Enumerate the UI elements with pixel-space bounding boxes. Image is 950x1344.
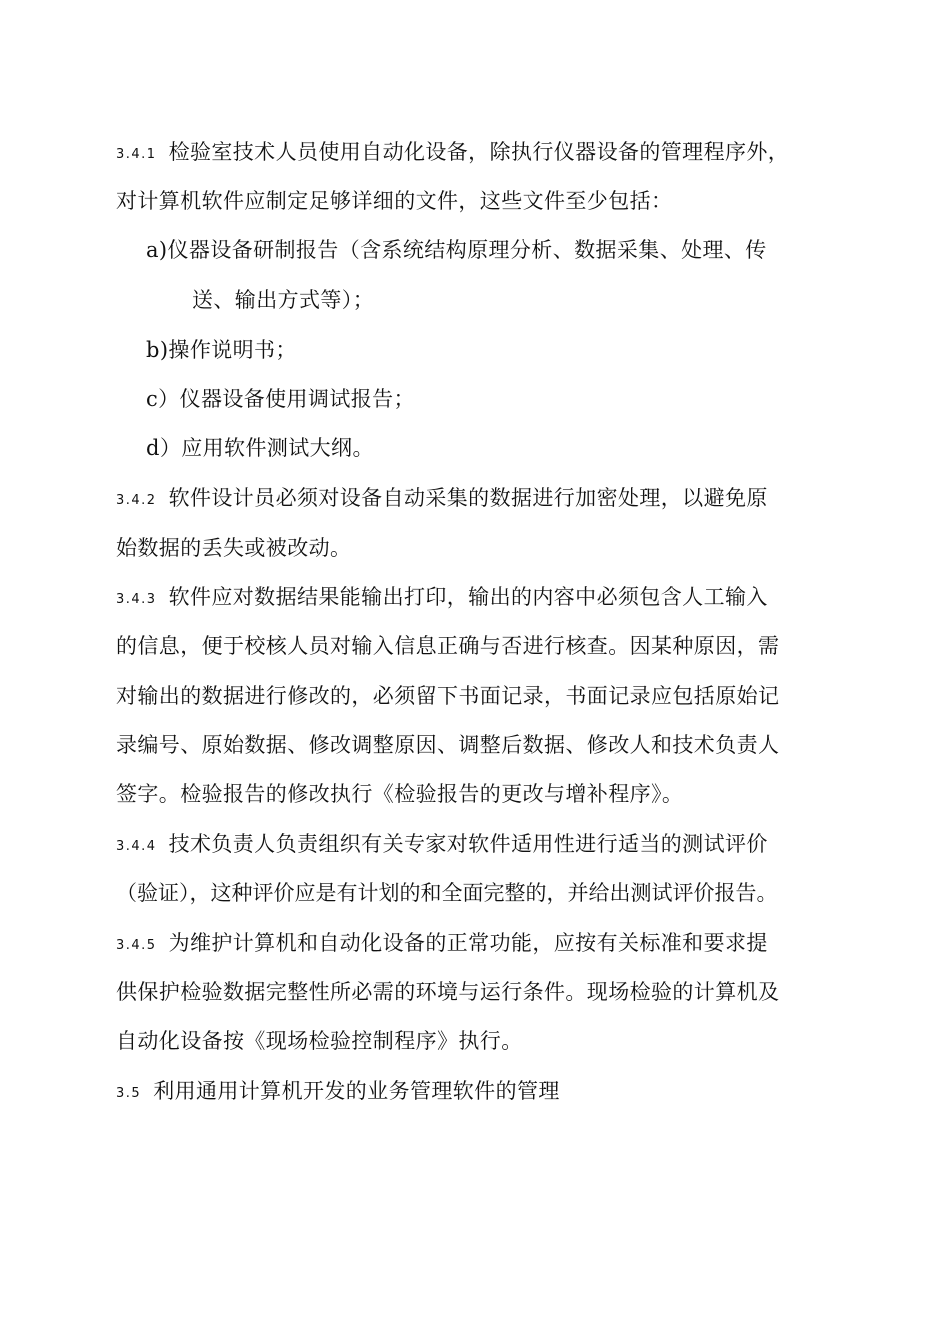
paragraph-3-4-1-line-2: 对计算机软件应制定足够详细的文件，这些文件至少包括： (116, 189, 673, 213)
section-number-3-4-2: 3.4.2 (116, 493, 157, 508)
section-title: 利用通用计算机开发的业务管理软件的管理 (153, 1079, 560, 1103)
paragraph-3-4-4-line-1 (116, 830, 768, 861)
list-item-a-line-2: 送、输出方式等）； (192, 288, 375, 312)
section-number-3-5: 3.5 (116, 1086, 142, 1101)
paragraph-text: 软件应对数据结果能输出打印，输出的内容中必须包含人工输入 (168, 585, 768, 609)
paragraph-3-4-1-line-1 (116, 138, 789, 169)
paragraph-text: 技术负责人负责组织有关专家对软件适用性进行适当的测试评价 (168, 832, 768, 856)
paragraph-3-4-3-line-1 (116, 583, 768, 614)
section-number-3-4-5: 3.4.5 (116, 938, 157, 953)
list-item-b: b)操作说明书； (146, 338, 297, 362)
paragraph-text: 软件设计员必须对设备自动采集的数据进行加密处理，以避免原 (168, 486, 768, 510)
list-item-a-line-1: a)仪器设备研制报告（含系统结构原理分析、数据采集、处理、传 (146, 238, 767, 262)
paragraph-3-4-5-line-2: 供保护检验数据完整性所必需的环境与运行条件。现场检验的计算机及 (116, 980, 780, 1004)
list-item-c: c）仪器设备使用调试报告； (146, 387, 415, 411)
section-number-3-4-3: 3.4.3 (116, 592, 157, 607)
paragraph-text: 检验室技术人员使用自动化设备，除执行仪器设备的管理程序外， (168, 140, 790, 164)
paragraph-3-4-3-line-4: 录编号、原始数据、修改调整原因、调整后数据、修改人和技术负责人 (116, 733, 780, 757)
section-number-3-4-1: 3.4.1 (116, 147, 157, 162)
paragraph-3-4-3-line-2: 的信息，便于校核人员对输入信息正确与否进行核查。因某种原因，需 (116, 634, 780, 658)
paragraph-3-4-4-line-2: （验证），这种评价应是有计划的和全面完整的，并给出测试评价报告。 (116, 881, 778, 905)
section-heading-3-5 (116, 1077, 560, 1108)
paragraph-3-4-2-line-1 (116, 484, 768, 515)
paragraph-3-4-3-line-3: 对输出的数据进行修改的，必须留下书面记录，书面记录应包括原始记 (116, 684, 780, 708)
list-item-d: d）应用软件测试大纲。 (146, 436, 374, 460)
paragraph-3-4-5-line-1 (116, 929, 768, 960)
paragraph-3-4-2-line-2: 始数据的丢失或被改动。 (116, 536, 352, 560)
paragraph-3-4-5-line-3: 自动化设备按《现场检验控制程序》执行。 (116, 1029, 523, 1053)
paragraph-3-4-3-line-5: 签字。检验报告的修改执行《检验报告的更改与增补程序》。 (116, 782, 684, 806)
section-number-3-4-4: 3.4.4 (116, 839, 157, 854)
paragraph-text: 为维护计算机和自动化设备的正常功能，应按有关标准和要求提 (168, 931, 768, 955)
